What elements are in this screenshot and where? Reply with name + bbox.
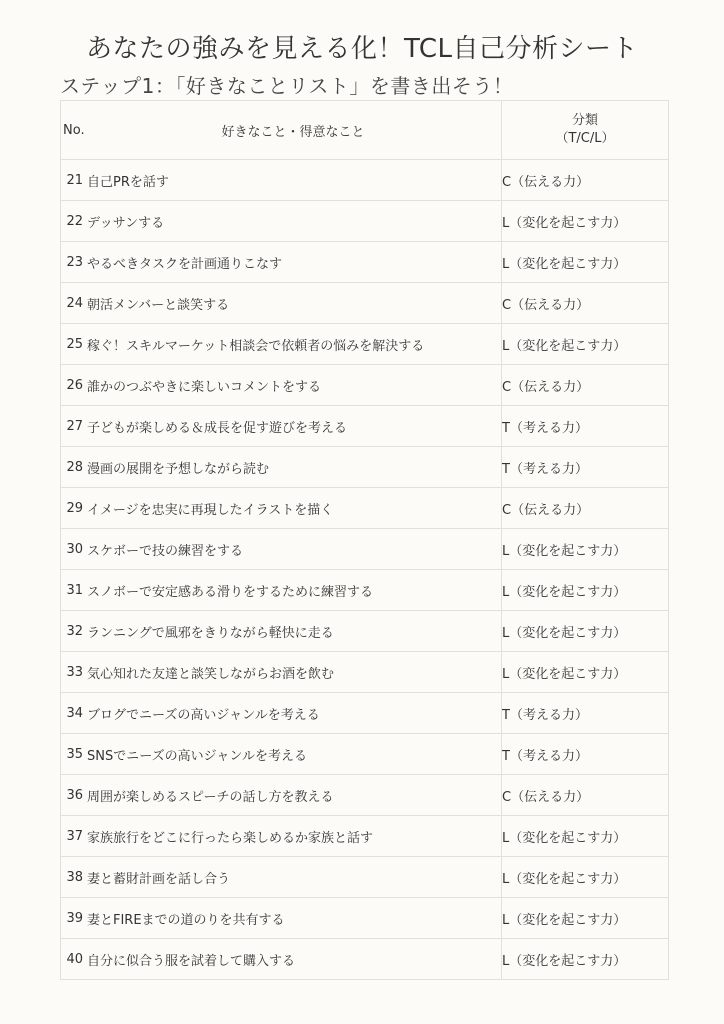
row-category: L（変化を起こす力） [502,201,669,242]
row-number: 30 [61,529,86,570]
row-number: 29 [61,488,86,529]
row-item: 自己PRを話す [85,160,502,201]
row-item: 家族旅行をどこに行ったら楽しめるか家族と話す [85,816,502,857]
page-title: あなたの強みを見える化！TCL自己分析シート [86,34,638,64]
header-no: No. [61,101,86,160]
row-category: T（考える力） [502,447,669,488]
row-item: イメージを忠実に再現したイラストを描く [85,488,502,529]
row-item: 自分に似合う服を試着して購入する [85,939,502,980]
row-category: C（伝える力） [502,160,669,201]
row-item: 気心知れた友達と談笑しながらお酒を飲む [85,652,502,693]
table-row [61,529,669,570]
row-number: 33 [61,652,86,693]
row-category: C（伝える力） [502,365,669,406]
row-number: 36 [61,775,86,816]
row-number: 25 [61,324,86,365]
row-item: スケボーで技の練習をする [85,529,502,570]
header-item: 好きなこと・得意なこと [85,101,502,160]
row-item: 漫画の展開を予想しながら読む [85,447,502,488]
step-title: ステップ1：「好きなことリスト」を書き出そう！ [60,74,514,98]
header-category-line1: 分類 [571,113,598,128]
row-item: SNSでニーズの高いジャンルを考える [85,734,502,775]
table-row [61,734,669,775]
row-category: C（伝える力） [502,488,669,529]
table-row [61,447,669,488]
row-category: T（考える力） [502,693,669,734]
row-category: L（変化を起こす力） [502,857,669,898]
row-number: 37 [61,816,86,857]
row-item: 誰かのつぶやきに楽しいコメントをする [85,365,502,406]
row-number: 22 [61,201,86,242]
row-item: 妻と蓄財計画を話し合う [85,857,502,898]
row-category: L（変化を起こす力） [502,611,669,652]
row-number: 40 [61,939,86,980]
row-number: 35 [61,734,86,775]
table-row [61,201,669,242]
table-row [61,283,669,324]
row-number: 31 [61,570,86,611]
row-item: デッサンする [85,201,502,242]
row-number: 32 [61,611,86,652]
row-category: C（伝える力） [502,283,669,324]
table-row [61,242,669,283]
table-row [61,775,669,816]
row-category: L（変化を起こす力） [502,570,669,611]
table-row [61,693,669,734]
table-row [61,816,669,857]
row-category: T（考える力） [502,734,669,775]
row-item: スノボーで安定感ある滑りをするために練習する [85,570,502,611]
table-row [61,570,669,611]
row-category: L（変化を起こす力） [502,529,669,570]
row-category: T（考える力） [502,406,669,447]
row-category: L（変化を起こす力） [502,652,669,693]
table-row [61,488,669,529]
row-item: 朝活メンバーと談笑する [85,283,502,324]
row-item: 稼ぐ！スキルマーケット相談会で依頼者の悩みを解決する [85,324,502,365]
row-category: L（変化を起こす力） [502,816,669,857]
table-row [61,365,669,406]
row-number: 28 [61,447,86,488]
row-item: 妻とFIREまでの道のりを共有する [85,898,502,939]
row-category: C（伝える力） [502,775,669,816]
row-number: 23 [61,242,86,283]
row-item: ランニングで風邪をきりながら軽快に走る [85,611,502,652]
table-row [61,160,669,201]
header-category [502,101,669,160]
row-category: L（変化を起こす力） [502,939,669,980]
row-number: 34 [61,693,86,734]
table-row [61,898,669,939]
table-row [61,652,669,693]
table-row [61,324,669,365]
table-row [61,611,669,652]
row-number: 24 [61,283,86,324]
likes-table [60,100,669,980]
table-row [61,857,669,898]
row-category: L（変化を起こす力） [502,898,669,939]
row-number: 38 [61,857,86,898]
table-header-row [61,101,669,160]
row-number: 27 [61,406,86,447]
header-category-line2: （T/C/L） [555,131,615,146]
row-item: 子どもが楽しめる＆成長を促す遊びを考える [85,406,502,447]
row-item: ブログでニーズの高いジャンルを考える [85,693,502,734]
row-category: L（変化を起こす力） [502,324,669,365]
row-number: 21 [61,160,86,201]
table-row [61,406,669,447]
row-item: 周囲が楽しめるスピーチの話し方を教える [85,775,502,816]
row-number: 39 [61,898,86,939]
row-item: やるべきタスクを計画通りこなす [85,242,502,283]
row-category: L（変化を起こす力） [502,242,669,283]
row-number: 26 [61,365,86,406]
table-row [61,939,669,980]
